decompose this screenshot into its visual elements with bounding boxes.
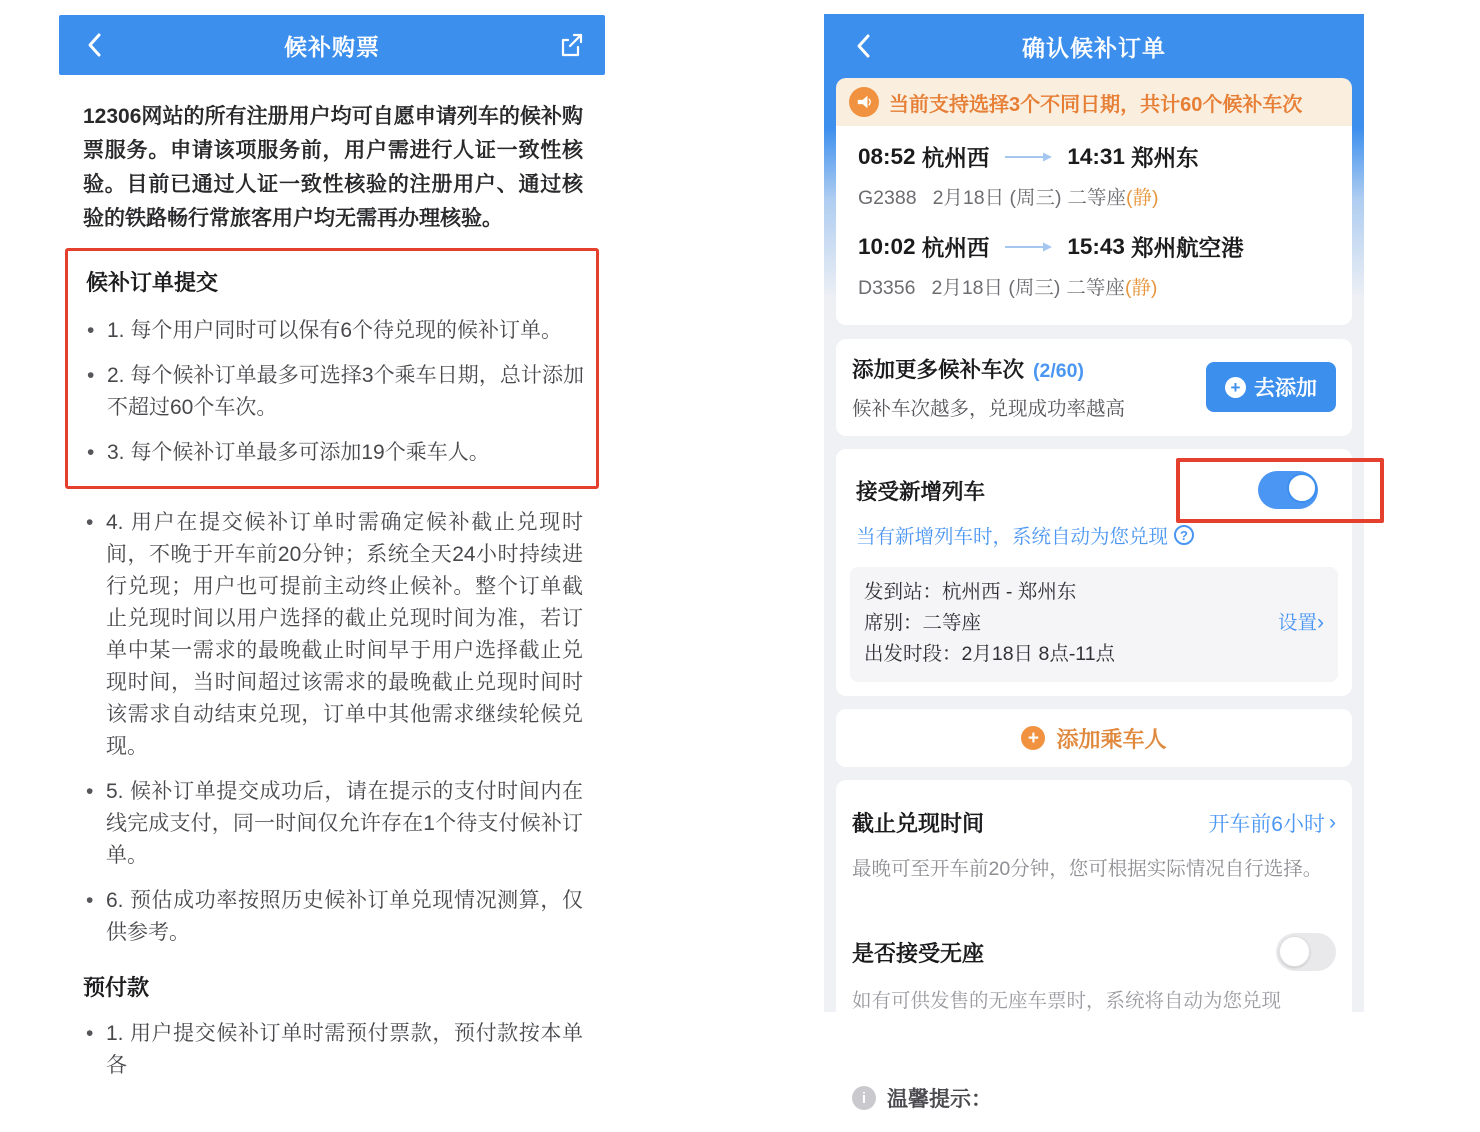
page-title: 确认候补订单 xyxy=(1022,34,1166,61)
go-add-button[interactable] xyxy=(1206,362,1336,412)
accept-new-trains-card xyxy=(836,449,1352,696)
info-icon: i xyxy=(852,1086,876,1110)
annotation-box-toggle xyxy=(1176,458,1384,523)
help-header xyxy=(59,15,605,75)
seat-class: 二等座 xyxy=(1066,277,1125,299)
chevron-right-icon: › xyxy=(1329,811,1336,834)
deadline-row xyxy=(852,807,1336,838)
add-more-trains-card xyxy=(836,339,1352,436)
add-more-subtitle: 候补车次越多，兑现成功率越高 xyxy=(852,398,1126,420)
chevron-left-icon xyxy=(851,32,877,60)
arr-station: 郑州航空港 xyxy=(1131,236,1244,261)
seat-class: 二等座 xyxy=(1067,187,1127,209)
plus-circle-icon: + xyxy=(1225,377,1246,398)
tips-card xyxy=(836,1064,1352,1132)
rule-item: • 2. 每个候补订单最多可选择3个乘车日期，总计添加不超过60个车次。 xyxy=(84,360,584,424)
train-route xyxy=(858,231,1342,263)
deadline-subtitle: 最晚可至开车前20分钟，您可根据实际情况自行选择。 xyxy=(852,858,1323,880)
page-title: 候补购票 xyxy=(284,33,380,60)
train-number: D3356 xyxy=(858,277,916,299)
plus-circle-icon: + xyxy=(1021,726,1045,750)
help-icon[interactable]: ? xyxy=(1174,525,1194,545)
settings-link[interactable] xyxy=(1278,608,1324,639)
section-heading-submit: 候补订单提交 xyxy=(86,270,219,295)
dep-time: 08:52 xyxy=(858,144,916,169)
add-more-count: (2/60) xyxy=(1033,360,1084,382)
dep-station: 杭州西 xyxy=(921,146,990,171)
chevron-left-icon xyxy=(82,31,108,59)
time-window-row xyxy=(864,639,1324,670)
add-more-title: 添加更多候补车次 xyxy=(852,358,1025,382)
notice-banner xyxy=(836,78,1352,126)
route-arrow-icon xyxy=(1003,151,1053,163)
train-row xyxy=(858,231,1342,300)
deadline-value: 开车前6小时 xyxy=(1208,812,1325,836)
rule-item: • 1. 每个用户同时可以保有6个待兑现的候补订单。 xyxy=(84,315,584,347)
back-button[interactable] xyxy=(79,29,111,61)
train-row xyxy=(858,141,1342,210)
add-more-left xyxy=(852,353,1125,421)
no-seat-toggle[interactable] xyxy=(1276,933,1336,971)
back-button[interactable] xyxy=(848,30,880,62)
toggle-knob xyxy=(1279,936,1310,967)
seat-label: 席别： xyxy=(864,612,923,634)
notice-text: 当前支持选择3个不同日期，共计60个候补车次 xyxy=(889,93,1303,116)
time-window-value: 2月18日 8点-11点 xyxy=(961,643,1116,665)
dep-arr-row xyxy=(864,577,1324,608)
accept-new-title: 接受新增列车 xyxy=(856,479,986,504)
dep-arr-label: 发到站： xyxy=(864,581,943,603)
arr-station: 郑州东 xyxy=(1131,146,1199,171)
quiet-car-tag: (静) xyxy=(1124,277,1158,299)
order-options-card xyxy=(836,780,1352,1039)
rule-item: • 4. 用户在提交候补订单时需确定候补截止兑现时间，不晚于开车前20分钟；系统全天24小时持续进行兑现；用户也可提前主动终止候补。整个订单截止兑现时间以用户选择的截止兑现时间为准，若订单中某一需求的最晚截止时间早于用户选择截止兑现时间，当时间超过该需求的最晚截止兑现时间时该需求自动结束兑现，订单中其他需求继续轮候兑现。 xyxy=(83,507,583,763)
go-add-label: 去添加 xyxy=(1254,377,1317,400)
no-seat-block xyxy=(852,933,1336,1013)
arr-time: 15:43 xyxy=(1067,234,1125,259)
no-seat-subtitle: 如有可供发售的无座车票时，系统将自动为您兑现 xyxy=(852,990,1282,1012)
quiet-car-tag: (静) xyxy=(1126,187,1159,209)
tips-heading: 温馨提示： xyxy=(887,1088,992,1111)
rule-item-cut: • 1. 用户提交候补订单时需预付票款，预付款按本单各 xyxy=(83,1018,583,1082)
seat-row xyxy=(864,608,1324,639)
dep-arr-value: 杭州西 - 郑州东 xyxy=(942,581,1077,603)
arr-time: 14:31 xyxy=(1067,144,1125,169)
dep-time: 10:02 xyxy=(858,234,916,259)
help-screen xyxy=(59,15,605,1095)
no-seat-title: 是否接受无座 xyxy=(852,940,985,966)
prepay-rules-list xyxy=(83,1018,583,1082)
confirm-header xyxy=(824,14,1364,78)
toggle-knob xyxy=(1287,473,1317,503)
train-date: 2月18日 (周三) xyxy=(931,277,1061,299)
route-arrow-icon xyxy=(1003,241,1053,253)
share-icon xyxy=(556,30,586,60)
submit-rules-list xyxy=(84,315,584,469)
train-number: G2388 xyxy=(858,187,917,209)
add-passenger-button[interactable] xyxy=(836,709,1352,767)
train-list-card xyxy=(836,126,1352,325)
more-rules-list xyxy=(83,507,583,949)
train-date: 2月18日 (周三) xyxy=(932,187,1062,209)
rule-item: • 5. 候补订单提交成功后，请在提示的支付时间内在线完成支付，同一时间仅允许存在1个待支付候补订单。 xyxy=(83,776,583,872)
route-settings-box xyxy=(850,567,1338,682)
annotation-box-submit-rules xyxy=(65,248,599,489)
help-content xyxy=(59,100,605,1082)
accept-new-subtitle: 当有新增列车时，系统自动为您兑现 xyxy=(856,526,1169,548)
deadline-value-link[interactable] xyxy=(1208,808,1336,838)
settings-label: 设置 xyxy=(1277,612,1317,634)
section-heading-prepay: 预付款 xyxy=(83,975,150,1000)
add-passenger-label: 添加乘车人 xyxy=(1056,726,1167,752)
deadline-title: 截止兑现时间 xyxy=(852,811,985,836)
train-detail xyxy=(858,272,1342,300)
rule-item: • 3. 每个候补订单最多可添加19个乘车人。 xyxy=(84,437,584,469)
time-window-label: 出发时段： xyxy=(864,643,962,665)
train-route xyxy=(858,141,1342,173)
chevron-right-icon: › xyxy=(1317,611,1324,634)
intro-paragraph: 12306网站的所有注册用户均可自愿申请列车的候补购票服务。申请该项服务前，用户需进行人证一致性核验。目前已通过人证一致性核验的注册用户、通过核验的铁路畅行常旅客用户均无需再办理核验。 xyxy=(83,105,583,230)
train-detail xyxy=(858,182,1342,210)
seat-value: 二等座 xyxy=(922,612,982,634)
megaphone-icon xyxy=(849,87,879,117)
share-button[interactable] xyxy=(555,29,587,61)
accept-new-toggle[interactable] xyxy=(1258,471,1318,509)
confirm-order-screen xyxy=(824,14,1364,1111)
dep-station: 杭州西 xyxy=(921,236,990,261)
rule-item: • 6. 预估成功率按照历史候补订单兑现情况测算，仅供参考。 xyxy=(83,885,583,949)
